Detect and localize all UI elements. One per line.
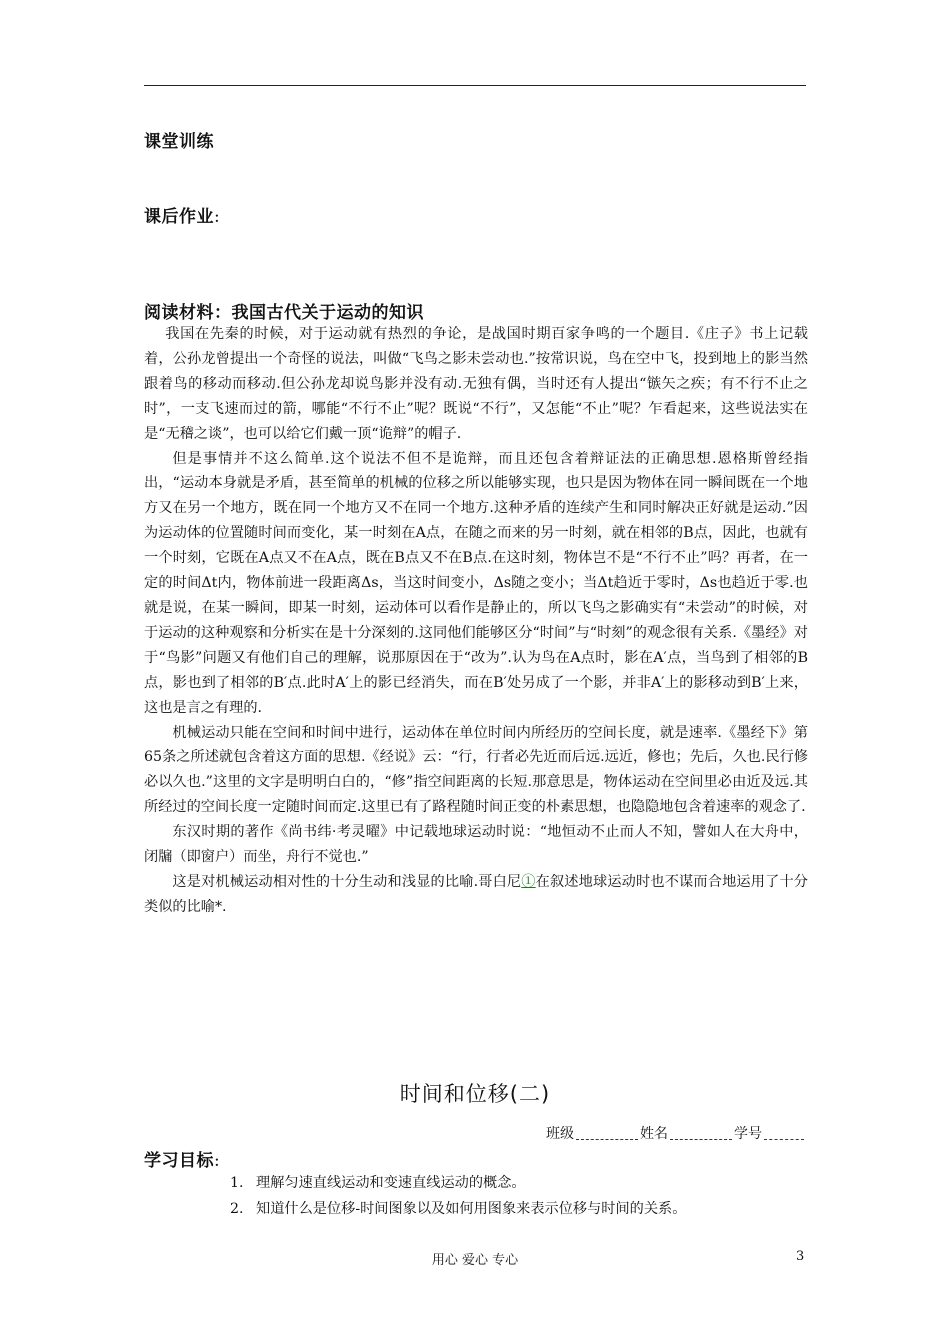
page-number: 3: [796, 1249, 805, 1264]
lesson-title: 时间和位移(二): [399, 1082, 551, 1106]
student-id-label: 学号: [734, 1126, 762, 1142]
reading-paragraph-3: 机械运动只能在空间和时间中进行，运动体在单位时间内所经历的空间长度，就是速率.《墨经下》第65条之所述就包含着这方面的思想.《经说》云：“行，行者必先近而后远.远近，修也；先后，久也.民行修必以久也.”这里的文字是明明白白的，“修”指空间距离的长短.那意思是，物体运动在空间里必由近及远.其所经过的空间长度一定随时间而定.这里已有了路程随时间正变的朴素思想，也隐隐地包含着速率的观念了.: [144, 724, 808, 816]
goals-colon: :: [214, 1151, 221, 1171]
reading-paragraph-2: 但是事情并不这么简单.这个说法不但不是诡辩，而且还包含着辩证法的正确思想.恩格斯曾经指出，“运动本身就是矛盾，甚至简单的机械的位移之所以能够实现，也只是因为物体在同一瞬间既在一个地方又在另一个地方，既在同一个地方又不在同一个地方.这种矛盾的连续产生和同时解决正好就是运动.”因为运动体的位置随时间而变化，某一时刻在A点，在随之而来的另一时刻，就在相邻的B点，因此，也就有一个时刻，它既在A点又不在A点，既在B点又不在B点.在这时刻，物体岂不是“不行不止”吗？再者，在一定的时间Δt内，物体前进一段距离Δs，当这时间变小，Δs随之变小；当Δt趋近于零时，Δs也趋近于零.也就是说，在某一瞬间，即某一时刻，运动体可以看作是静止的，所以飞鸟之影确实有“未尝动”的时候，对于运动的这种观察和分析实在是十分深刻的.这同他们能够区分“时间”与“时刻”的观念很有关系.《墨经》对于“鸟影”问题又有他们自己的理解，说那原因在于“改为”.认为鸟在A点时，影在A′点，当鸟到了相邻的B点，影也到了相邻的B′点.此时A′上的影已经消失，而在B′处另成了一个影，并非A′上的影移动到B′上来，这也是言之有理的.: [144, 450, 808, 716]
homework-colon: :: [214, 207, 221, 227]
reading-paragraph-5: [144, 870, 808, 920]
class-label: 班级: [546, 1126, 574, 1142]
reading-paragraph-5-start: 这是对机械运动相对性的十分生动和浅显的比喻.哥白尼: [172, 873, 522, 890]
goal-number: 1.: [230, 1175, 244, 1191]
goals-list: [230, 1170, 686, 1222]
homework-heading-text: 课后作业: [144, 207, 214, 227]
footnote-link[interactable]: ①: [521, 873, 536, 890]
header-rule: [144, 85, 806, 86]
goal-item: [230, 1196, 686, 1222]
reading-title: [144, 298, 424, 323]
reading-body: [144, 322, 808, 920]
goal-number: 2.: [230, 1201, 244, 1217]
reading-paragraph-1: 我国在先秦的时候，对于运动就有热烈的争论，是战国时期百家争鸣的一个题目.《庄子》书上记载着，公孙龙曾提出一个奇怪的说法，叫做“飞鸟之影未尝动也.”按常识说，鸟在空中飞，投到地上的影当然跟着鸟的移动而移动.但公孙龙却说鸟影并没有动.无独有偶，当时还有人提出“镞矢之疾；有不行不止之时”，一支飞速而过的箭，哪能“不行不止”呢？既说“不行”，又怎能“不止”呢？乍看起来，这些说法实在是“无稽之谈”，也可以给它们戴一顶“诡辩”的帽子.: [144, 326, 808, 442]
footer-motto: 用心 爱心 专心: [431, 1253, 519, 1268]
goal-item: [230, 1170, 686, 1196]
classroom-heading: [144, 127, 214, 152]
name-blank[interactable]: [670, 1139, 732, 1140]
reading-title-text: 阅读材料：我国古代关于运动的知识: [144, 303, 424, 323]
student-info-line: [546, 1123, 806, 1143]
goal-text: 知道什么是位移-时间图象以及如何用图象来表示位移与时间的关系。: [256, 1201, 687, 1217]
goal-text: 理解匀速直线运动和变速直线运动的概念。: [256, 1175, 526, 1191]
goals-heading-text: 学习目标: [144, 1151, 214, 1171]
reading-paragraph-5-end: 在叙述地球运动时也不谋而合地运用了十分类似的比喻*.: [144, 873, 808, 915]
goals-heading: [144, 1146, 220, 1171]
name-label: 姓名: [640, 1126, 668, 1142]
student-id-blank[interactable]: [764, 1139, 804, 1140]
class-blank[interactable]: [576, 1139, 638, 1140]
classroom-heading-text: 课堂训练: [144, 132, 214, 152]
reading-paragraph-4: 东汉时期的著作《尚书纬·考灵曜》中记载地球运动时说：“地恒动不止而人不知，譬如人在大舟中，闭牖（即窗户）而坐，舟行不觉也.”: [144, 824, 808, 866]
homework-heading: [144, 202, 220, 227]
